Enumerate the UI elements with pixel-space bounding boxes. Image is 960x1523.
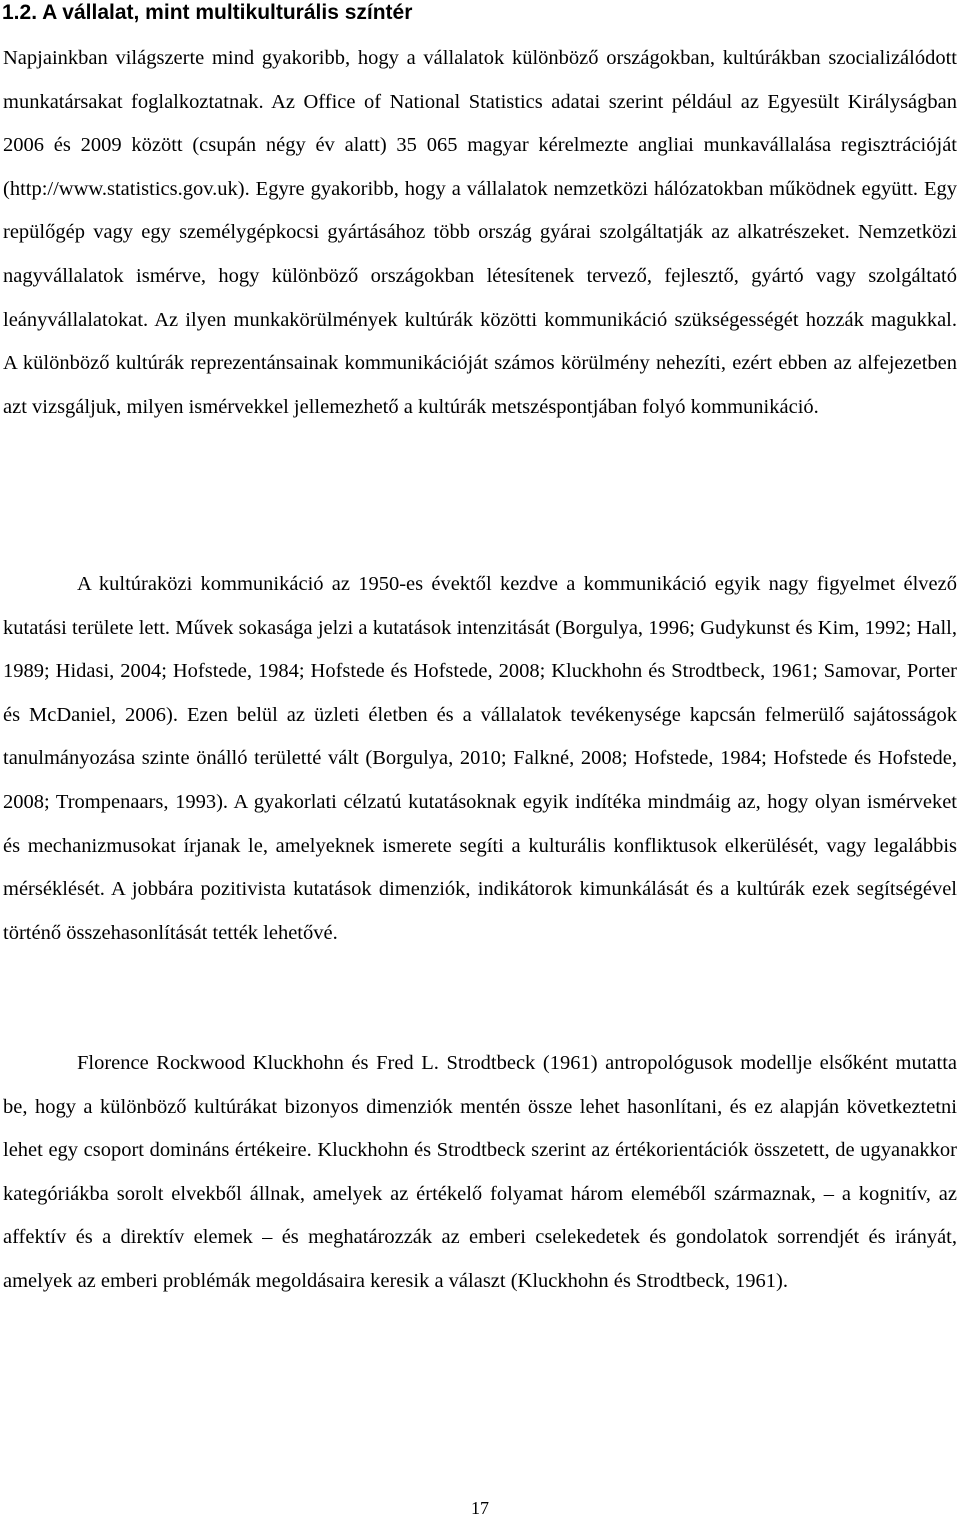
page-number: 17 [471, 1498, 489, 1518]
section-heading: 1.2. A vállalat, mint multikulturális színtér [2, 1, 413, 24]
paragraph-multicultural-companies: Napjainkban világszerte mind gyakoribb, hogy a vállalatok különböző országokban, kultúrákban szocializálódott munkatársakat foglalkoztatnak. Az Office of National Statistics adatai szerint például az Egyesült Királyságban 2006 és 2009 között (csupán négy év alatt) 35 065 magyar kérelmezte angliai munkavállalása regisztrációját (http://www.statistics.gov.uk). Egyre gyakoribb, hogy a vállalatok nemzetközi hálózatokban működnek együtt. Egy repülőgép vagy egy személygépkocsi gyártásához több ország gyárai szolgáltatják az alkatrészeket. Nemzetközi nagyvállalatok ismérve, hogy különböző országokban létesítenek tervező, fejlesztő, gyártó vagy szolgáltató leányvállalatokat. Az ilyen munkakörülmények kultúrák közötti kommunikáció szükségességét hozzák magukkal. A különböző kultúrák reprezentánsainak kommunikációját számos körülmény nehezíti, ezért ebben az alfejezetben azt vizsgáljuk, milyen ismérvekkel jellemezhető a kultúrák metszéspontjában folyó kommunikáció. [3, 47, 957, 418]
paragraph-intercultural-communication-research: A kultúraközi kommunikáció az 1950-es évektől kezdve a kommunikáció egyik nagy figyelmet élvező kutatási területe lett. Művek sokasága jelzi a kutatások intenzitását (Borgulya, 1996; Gudykunst és Kim, 1992; Hall, 1989; Hidasi, 2004; Hofstede, 1984; Hofstede és Hofstede, 2008; Kluckhohn és Strodtbeck, 1961; Samovar, Porter és McDaniel, 2006). Ezen belül az üzleti életben és a vállalatok tevékenysége kapcsán felmerülő sajátosságok tanulmányozása szinte önálló területté vált (Borgulya, 2010; Falkné, 2008; Hofstede, 1984; Hofstede és Hofstede, 2008; Trompenaars, 1993). A gyakorlati célzatú kutatásoknak egyik indítéka mindmáig az, hogy olyan ismérveket és mechanizmusokat írjanak le, amelyeknek ismerete segíti a kulturális konfliktusok elkerülését, vagy legalábbis mérséklését. A jobbára pozitivista kutatások dimenziók, indikátorok kimunkálását és a kultúrák ezek segítségével történő összehasonlítását tették lehetővé. [3, 573, 957, 944]
paragraph-kluckhohn-strodtbeck-model: Florence Rockwood Kluckhohn és Fred L. Strodtbeck (1961) antropológusok modellje elsőként mutatta be, hogy a különböző kultúrákat bizonyos dimenziók mentén össze lehet hasonlítani, és ez alapján következtetni lehet egy csoport domináns értékeire. Kluckhohn és Strodtbeck szerint az értékorientációk összetett, de ugyanakkor kategóriákba sorolt elvekből állnak, amelyek az értékelő folyamat három eleméből származnak, – a kognitív, az affektív és a direktív elemek – és meghatározzák az emberi cselekedetek és gondolatok sorrendjét és irányát, amelyek az emberi problémák megoldásaira keresik a választ (Kluckhohn és Strodtbeck, 1961). [3, 1052, 957, 1292]
